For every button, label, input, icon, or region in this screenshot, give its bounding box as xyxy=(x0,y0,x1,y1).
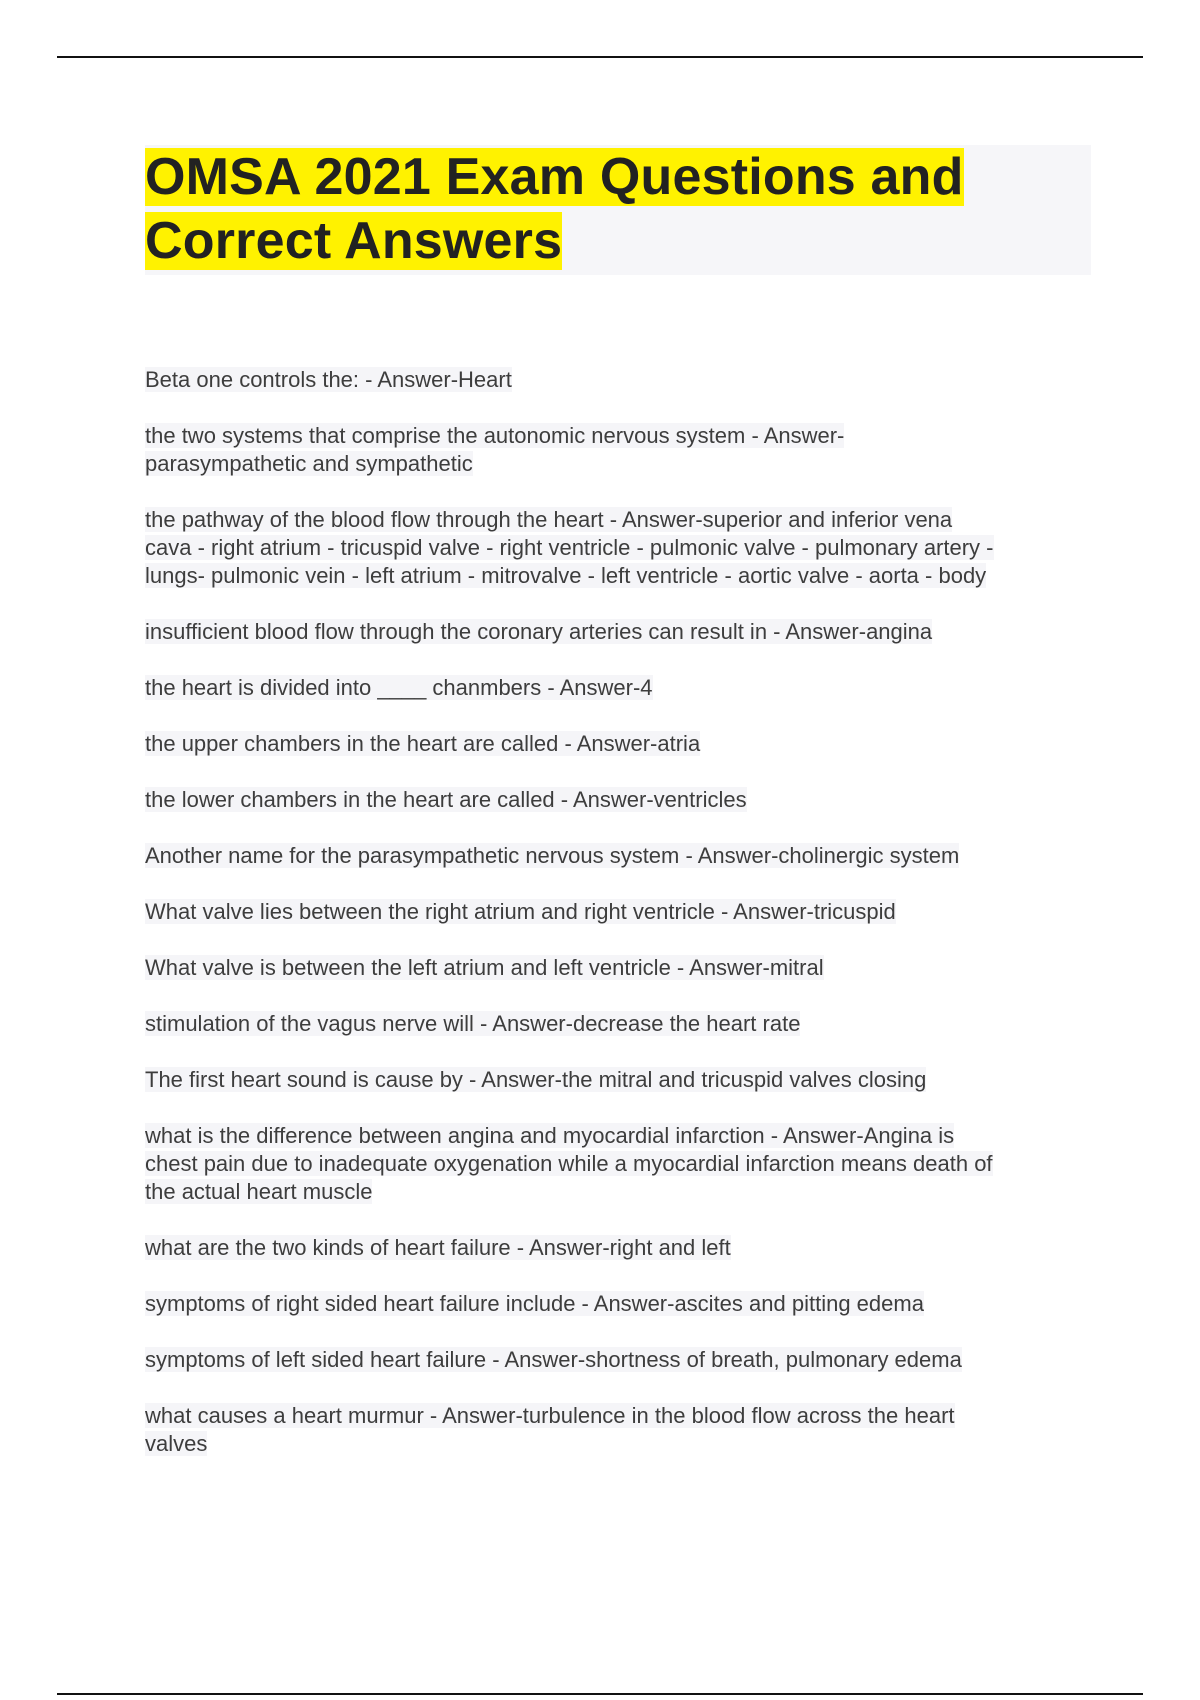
qa-text: Beta one controls the: - Answer-Heart xyxy=(145,367,512,392)
qa-item xyxy=(145,1066,1085,1094)
qa-item xyxy=(145,954,1085,982)
qa-text: symptoms of left sided heart failure - Answer-shortness of breath, pulmonary edema xyxy=(145,1347,962,1372)
qa-text: what are the two kinds of heart failure - Answer-right and left xyxy=(145,1235,731,1260)
qa-item xyxy=(145,506,1085,590)
qa-item xyxy=(145,786,1085,814)
document-title xyxy=(145,145,1091,273)
qa-item xyxy=(145,1346,1085,1374)
qa-item xyxy=(145,1290,1085,1318)
qa-item xyxy=(145,1122,1085,1206)
qa-item xyxy=(145,422,1085,478)
bottom-rule xyxy=(57,1693,1143,1695)
qa-item xyxy=(145,842,1085,870)
qa-text: What valve is between the left atrium and left ventricle - Answer-mitral xyxy=(145,955,824,980)
qa-text: the upper chambers in the heart are called - Answer-atria xyxy=(145,731,701,756)
qa-item xyxy=(145,1234,1085,1262)
qa-item xyxy=(145,674,1085,702)
qa-text: stimulation of the vagus nerve will - Answer-decrease the heart rate xyxy=(145,1011,801,1036)
qa-text: what causes a heart murmur - Answer-turbulence in the blood flow across the heart valves xyxy=(145,1403,955,1456)
qa-text: What valve lies between the right atrium and right ventricle - Answer-tricuspid xyxy=(145,899,896,924)
title-block xyxy=(145,145,1091,275)
qa-item xyxy=(145,1010,1085,1038)
qa-list xyxy=(145,366,1085,1486)
qa-item xyxy=(145,366,1085,394)
qa-text: The first heart sound is cause by - Answer-the mitral and tricuspid valves closing xyxy=(145,1067,927,1092)
qa-item xyxy=(145,1402,1085,1458)
qa-item xyxy=(145,898,1085,926)
qa-item xyxy=(145,730,1085,758)
qa-text: the heart is divided into ____ chanmbers - Answer-4 xyxy=(145,675,653,700)
title-highlight: OMSA 2021 Exam Questions and Correct Answers xyxy=(145,148,964,270)
qa-text: the two systems that comprise the autonomic nervous system - Answer- parasympathetic and sympathetic xyxy=(145,423,845,476)
qa-text: the pathway of the blood flow through the heart - Answer-superior and inferior vena cava - right atrium - tricuspid valve - right ventricle - pulmonic valve - pulmonary artery - lungs- pulmonic vein - left atrium - mitrovalve - left ventricle - aortic valve - aorta - body xyxy=(145,507,994,588)
top-rule xyxy=(57,56,1143,58)
qa-text: symptoms of right sided heart failure include - Answer-ascites and pitting edema xyxy=(145,1291,924,1316)
qa-text: what is the difference between angina and myocardial infarction - Answer-Angina is chest pain due to inadequate oxygenation while a myocardial infarction means death of the actual heart muscle xyxy=(145,1123,993,1204)
qa-text: the lower chambers in the heart are called - Answer-ventricles xyxy=(145,787,747,812)
qa-text: insufficient blood flow through the coronary arteries can result in - Answer-angina xyxy=(145,619,933,644)
qa-text: Another name for the parasympathetic nervous system - Answer-cholinergic system xyxy=(145,843,960,868)
qa-item xyxy=(145,618,1085,646)
